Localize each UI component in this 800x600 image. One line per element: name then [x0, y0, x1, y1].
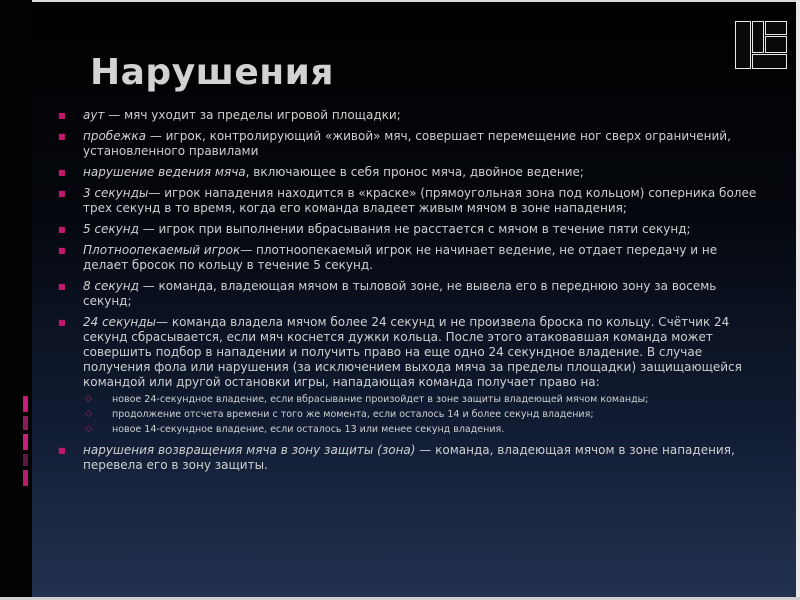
- item-term: нарушение ведения мяча: [83, 165, 246, 179]
- item-term: аут: [83, 108, 105, 122]
- item-term: 3 секунды: [83, 186, 149, 200]
- square-bullet-icon: ■: [58, 246, 66, 255]
- item-text: — игрок, контролирующий «живой» мяч, совершает перемещение ног сверх ограничений, установленного правилами: [83, 129, 731, 158]
- sub-item-text: продолжение отсчета времени с того же момента, если осталось 14 и более секунд владения;: [112, 409, 594, 420]
- square-bullet-icon: ■: [58, 111, 66, 120]
- slide-right-border: [796, 0, 800, 600]
- decorative-stripe: [23, 454, 28, 466]
- square-bullet-icon: ■: [58, 318, 66, 327]
- item-term: пробежка: [83, 129, 146, 143]
- sub-item-text: новое 14-секундное владение, если осталось 13 или менее секунд владения.: [112, 424, 505, 435]
- item-term: Плотноопекаемый игрок: [83, 243, 241, 257]
- item-text: — команда, владеющая мячом в зоне нападения, перевела его в зону защиты.: [83, 443, 735, 472]
- item-term: 8 секунд: [83, 279, 139, 293]
- list-item: [58, 315, 758, 437]
- item-text: — игрок при выполнении вбрасывания не расстается с мячом в течение пяти секунд;: [138, 222, 691, 236]
- list-item: [58, 443, 758, 473]
- item-text: , включающее в себя пронос мяча, двойное ведение;: [245, 165, 584, 179]
- sub-list-item: [83, 392, 758, 407]
- item-term: 24 секунды: [83, 315, 157, 329]
- decorative-stripe: [23, 396, 28, 412]
- slide-left-band: [0, 0, 32, 600]
- decorative-stripe: [23, 434, 28, 450]
- decorative-stripe: [23, 416, 28, 430]
- item-text: — плотноопекаемый игрок не начинает ведение, не отдает передачу и не делает бросок по кольцу в течение 5 секунд.: [83, 243, 718, 272]
- item-text: — игрок нападения находится в «краске» (прямоугольная зона под кольцом) соперника более трех секунд в то время, когда его команда владеет живым мячом в зоне нападения;: [83, 186, 757, 215]
- square-bullet-icon: ■: [58, 225, 66, 234]
- item-term: нарушения возвращения мяча в зону защиты (зона): [83, 443, 416, 457]
- item-text: — команда владела мячом более 24 секунд и не произвела броска по кольцу. Счётчик 24 секунд сбрасывается, если мяч коснется дужки кольца. После этого атаковавшая команда может совершить подбор в нападении и получить право на еще одно 24 секундное владение. В случае получения фола или нарушения (за исключением выхода мяча за пределы площадки) защищающейся командой или другой остановки игры, нападающая команда получает право на:: [83, 315, 742, 389]
- slide-title: Нарушения: [90, 52, 335, 93]
- item-term: 5 секунд: [83, 222, 139, 236]
- sub-item-text: новое 24-секундное владение, если вбрасывание произойдет в зоне защиты владеющей мячом команды;: [112, 394, 649, 405]
- list-item: [58, 129, 758, 159]
- square-bullet-icon: ■: [58, 446, 66, 455]
- diamond-bullet-icon: ◇: [85, 409, 92, 419]
- grid-decoration-icon: [735, 21, 787, 73]
- list-item: [58, 222, 758, 237]
- sub-list-item: [83, 422, 758, 437]
- list-item: [58, 108, 758, 123]
- list-item: [58, 279, 758, 309]
- diamond-bullet-icon: ◇: [85, 424, 92, 434]
- square-bullet-icon: ■: [58, 132, 66, 141]
- item-text: — мяч уходит за пределы игровой площадки;: [104, 108, 401, 122]
- sub-list-item: [83, 407, 758, 422]
- list-item: [58, 165, 758, 180]
- square-bullet-icon: ■: [58, 168, 66, 177]
- list-item: [58, 243, 758, 273]
- item-text: — команда, владеющая мячом в тыловой зоне, не вывела его в переднюю зону за восемь секунд;: [83, 279, 717, 308]
- square-bullet-icon: ■: [58, 282, 66, 291]
- violations-list: [58, 108, 758, 479]
- decorative-stripe: [23, 470, 28, 486]
- possession-rules-sublist: [83, 392, 758, 437]
- slide-top-border: [0, 0, 800, 2]
- list-item: [58, 186, 758, 216]
- diamond-bullet-icon: ◇: [85, 394, 92, 404]
- square-bullet-icon: ■: [58, 189, 66, 198]
